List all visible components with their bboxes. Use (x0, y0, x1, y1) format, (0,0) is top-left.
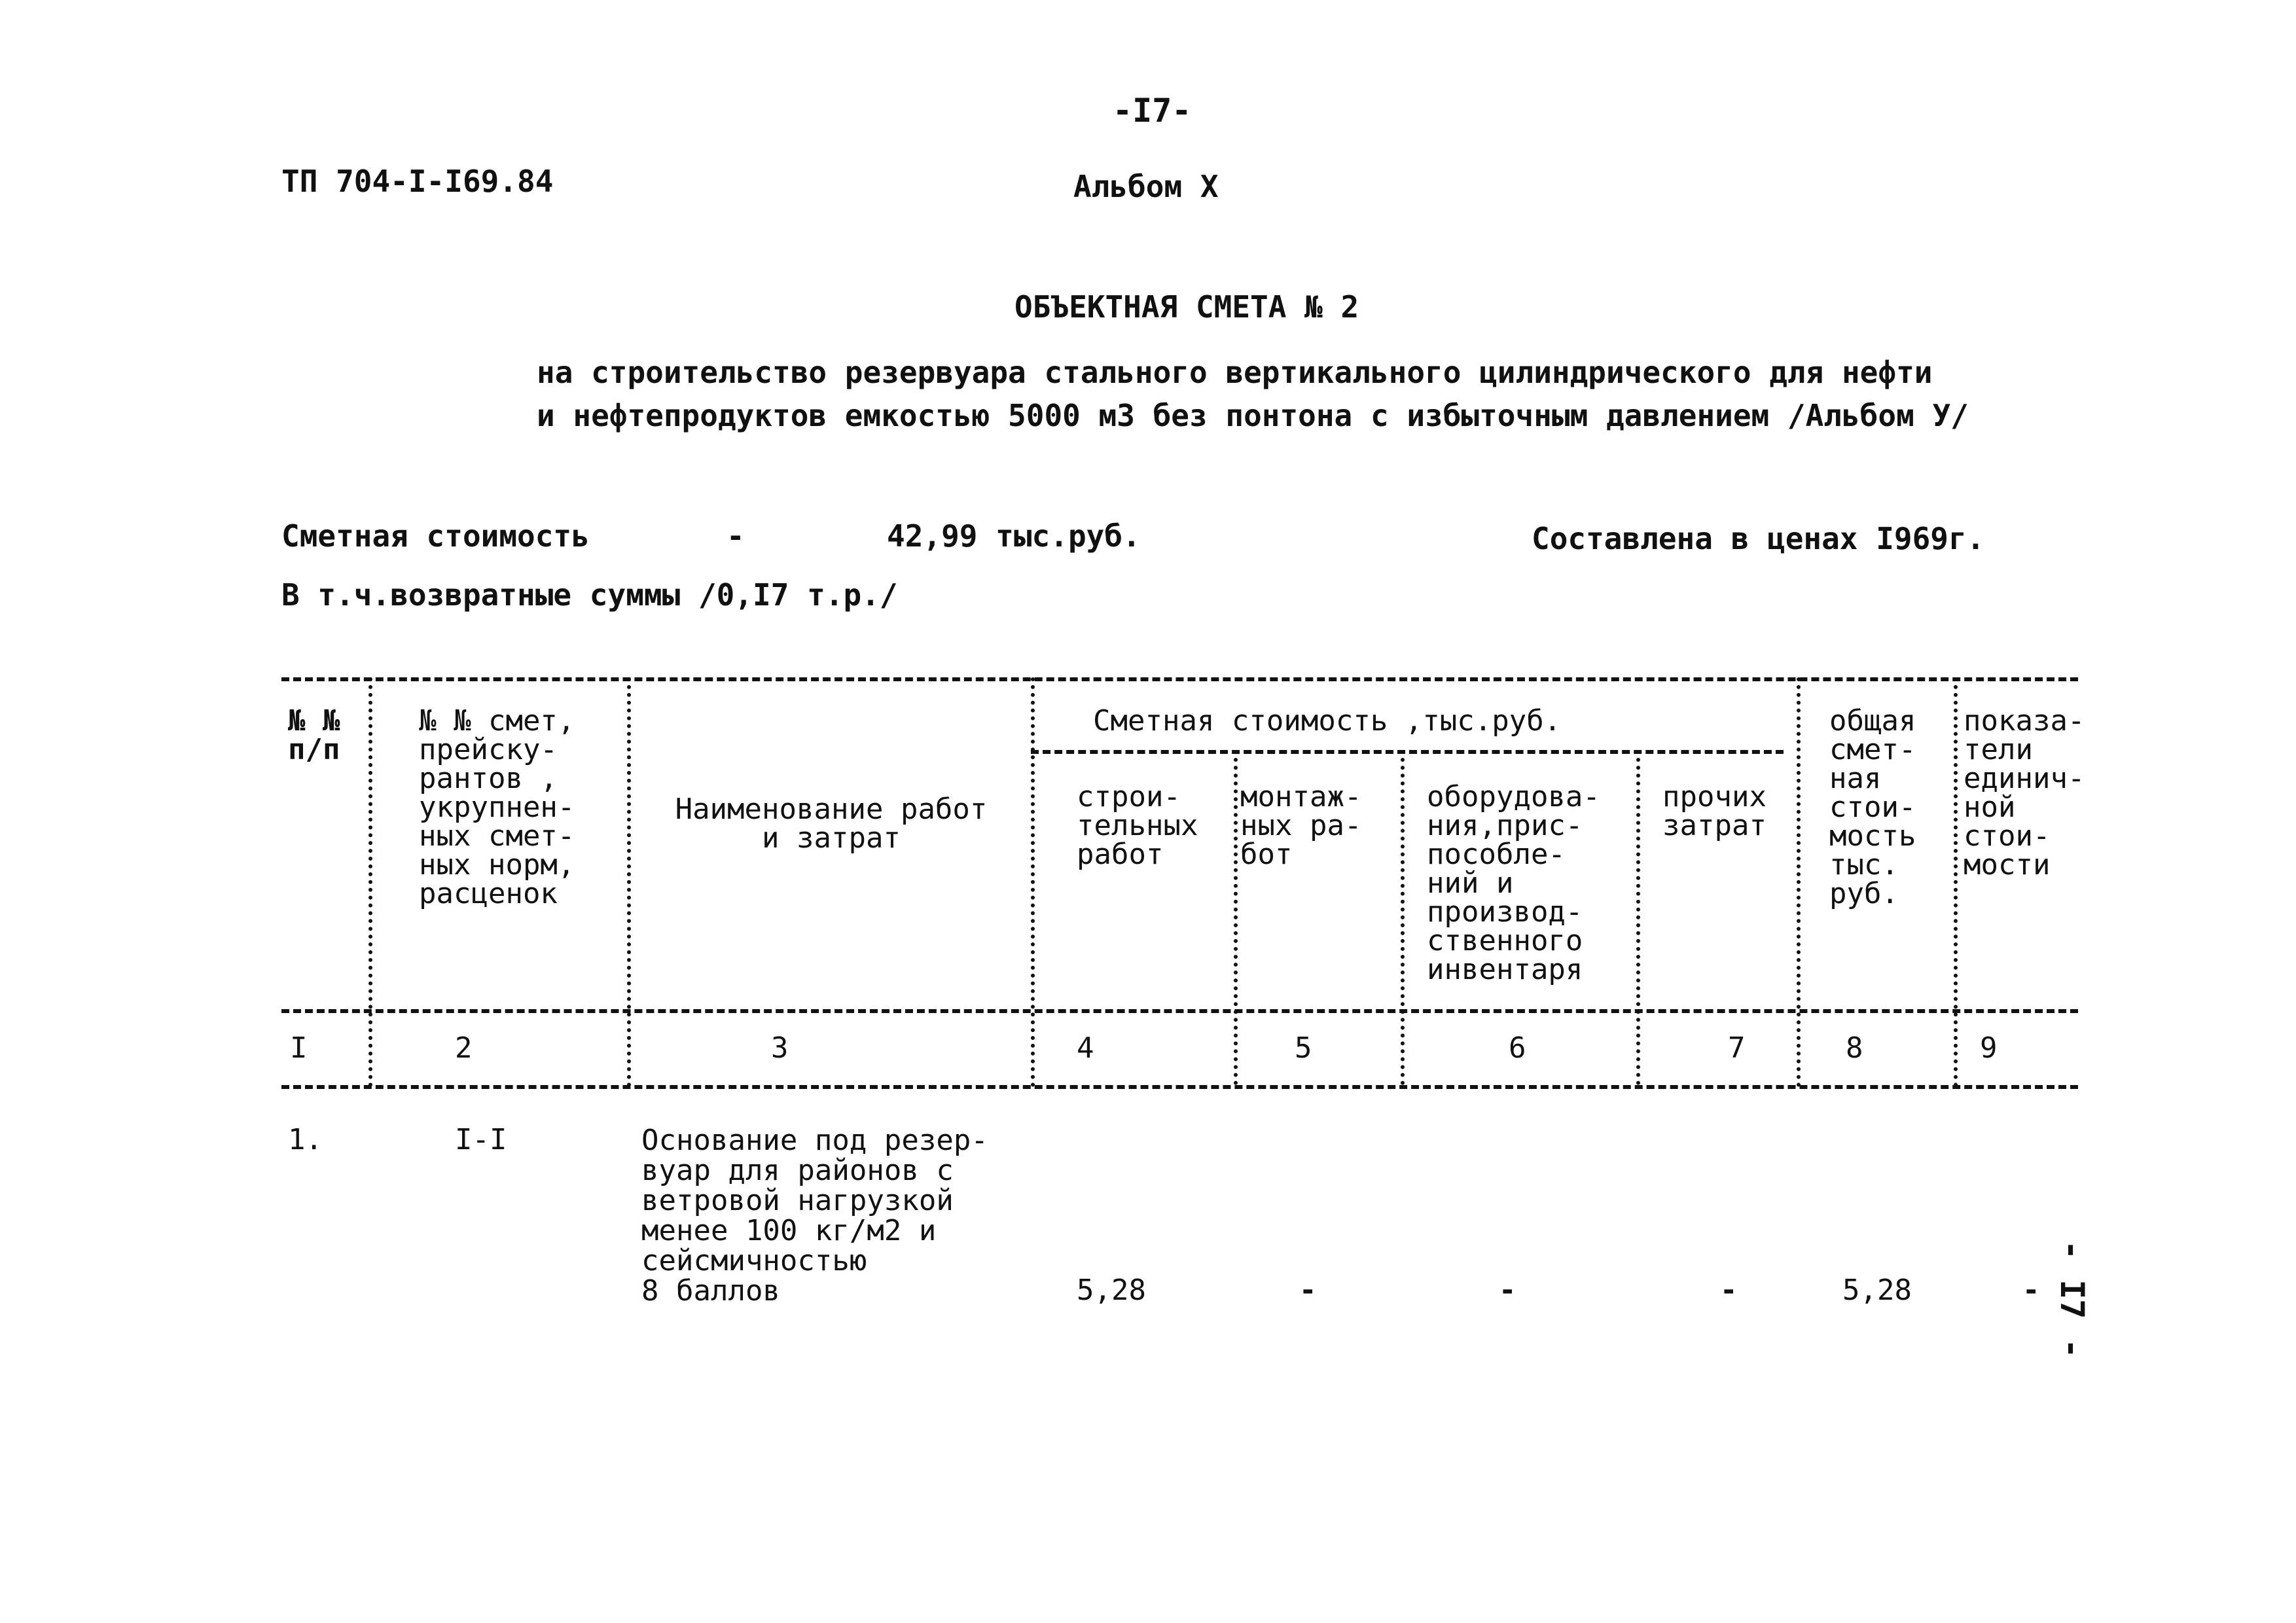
document-title: ОБЪЕКТНАЯ СМЕТА № 2 (1014, 289, 1359, 325)
table-top-rule (281, 677, 2078, 681)
returnable-sums: В т.ч.возвратные суммы /0,I7 т.р./ (281, 577, 898, 613)
header-col-5: монтаж- ных ра- бот (1240, 780, 1362, 871)
header-cost-group: Сметная стоимость ,тыс.руб. (1093, 704, 1562, 738)
column-divider (1954, 677, 1958, 1087)
column-divider (1401, 750, 1405, 1085)
column-number: I (290, 1031, 308, 1065)
header-col-6: оборудова- ния,прис- пособле- ний и производ- ственного инвентаря (1427, 780, 1600, 986)
column-divider (1234, 750, 1238, 1085)
estimated-cost-label: Сметная стоимость (281, 518, 590, 554)
column-divider (1636, 750, 1640, 1085)
subtitle-line-2: и нефтепродуктов емкостью 5000 м3 без понтона с избыточным давлением /Альбом У/ (537, 398, 1969, 433)
group-header-rule (1031, 750, 1784, 754)
column-divider (1797, 677, 1801, 1087)
page-number: -I7- (1113, 92, 1192, 130)
column-divider (627, 677, 631, 1087)
header-col-3: Наименование работ и затрат (675, 793, 988, 855)
column-numbers-rule (281, 1085, 2078, 1089)
column-number: 6 (1509, 1031, 1526, 1065)
estimate-code: I-I (455, 1123, 507, 1156)
column-number: 7 (1728, 1031, 1746, 1065)
column-divider (368, 677, 372, 1087)
header-bottom-rule (281, 1009, 2078, 1013)
column-divider (1031, 677, 1035, 1087)
estimated-cost-value: 42,99 тыс.руб. (887, 518, 1141, 554)
other-cost: - (1720, 1274, 1738, 1307)
estimated-cost-dash: - (726, 518, 745, 554)
column-number: 5 (1295, 1031, 1312, 1065)
column-number: 9 (1980, 1031, 1998, 1065)
header-col-2: № № смет, прейску- рантов , укрупнен- ных смет- ных норм, расценок (419, 704, 575, 910)
header-col-4: строи- тельных работ (1077, 780, 1198, 871)
unit-cost-indicators: - (2022, 1274, 2040, 1307)
document-code: ТП 704-I-I69.84 (281, 164, 554, 199)
header-col-1: № № п/п (288, 704, 340, 766)
equipment-cost: - (1499, 1274, 1516, 1307)
column-number: 4 (1077, 1031, 1094, 1065)
header-col-9: показа- тели единич- ной стои- мости (1964, 704, 2085, 882)
header-col-7: прочих затрат (1662, 780, 1767, 842)
column-number: 8 (1846, 1031, 1863, 1065)
side-page-number: - I7 - (2053, 1240, 2091, 1359)
subtitle-line-1: на строительство резервуара стального вертикального цилиндрического для нефти (537, 355, 1933, 390)
column-number: 3 (771, 1031, 789, 1065)
column-number: 2 (455, 1031, 473, 1065)
installation-cost: - (1299, 1274, 1317, 1307)
row-number: 1. (288, 1123, 323, 1156)
work-name: Основание под резер- вуар для районов с ветровой нагрузкой менее 100 кг/м2 и сейсмичностью 8 баллов (641, 1124, 988, 1308)
construction-cost: 5,28 (1077, 1274, 1146, 1307)
total-cost: 5,28 (1842, 1274, 1912, 1307)
prices-note: Составлена в ценах I969г. (1532, 521, 1985, 556)
header-col-8: общая смет- ная стои- мость тыс. руб. (1829, 704, 1916, 910)
album-label: Альбом X (1073, 169, 1219, 204)
